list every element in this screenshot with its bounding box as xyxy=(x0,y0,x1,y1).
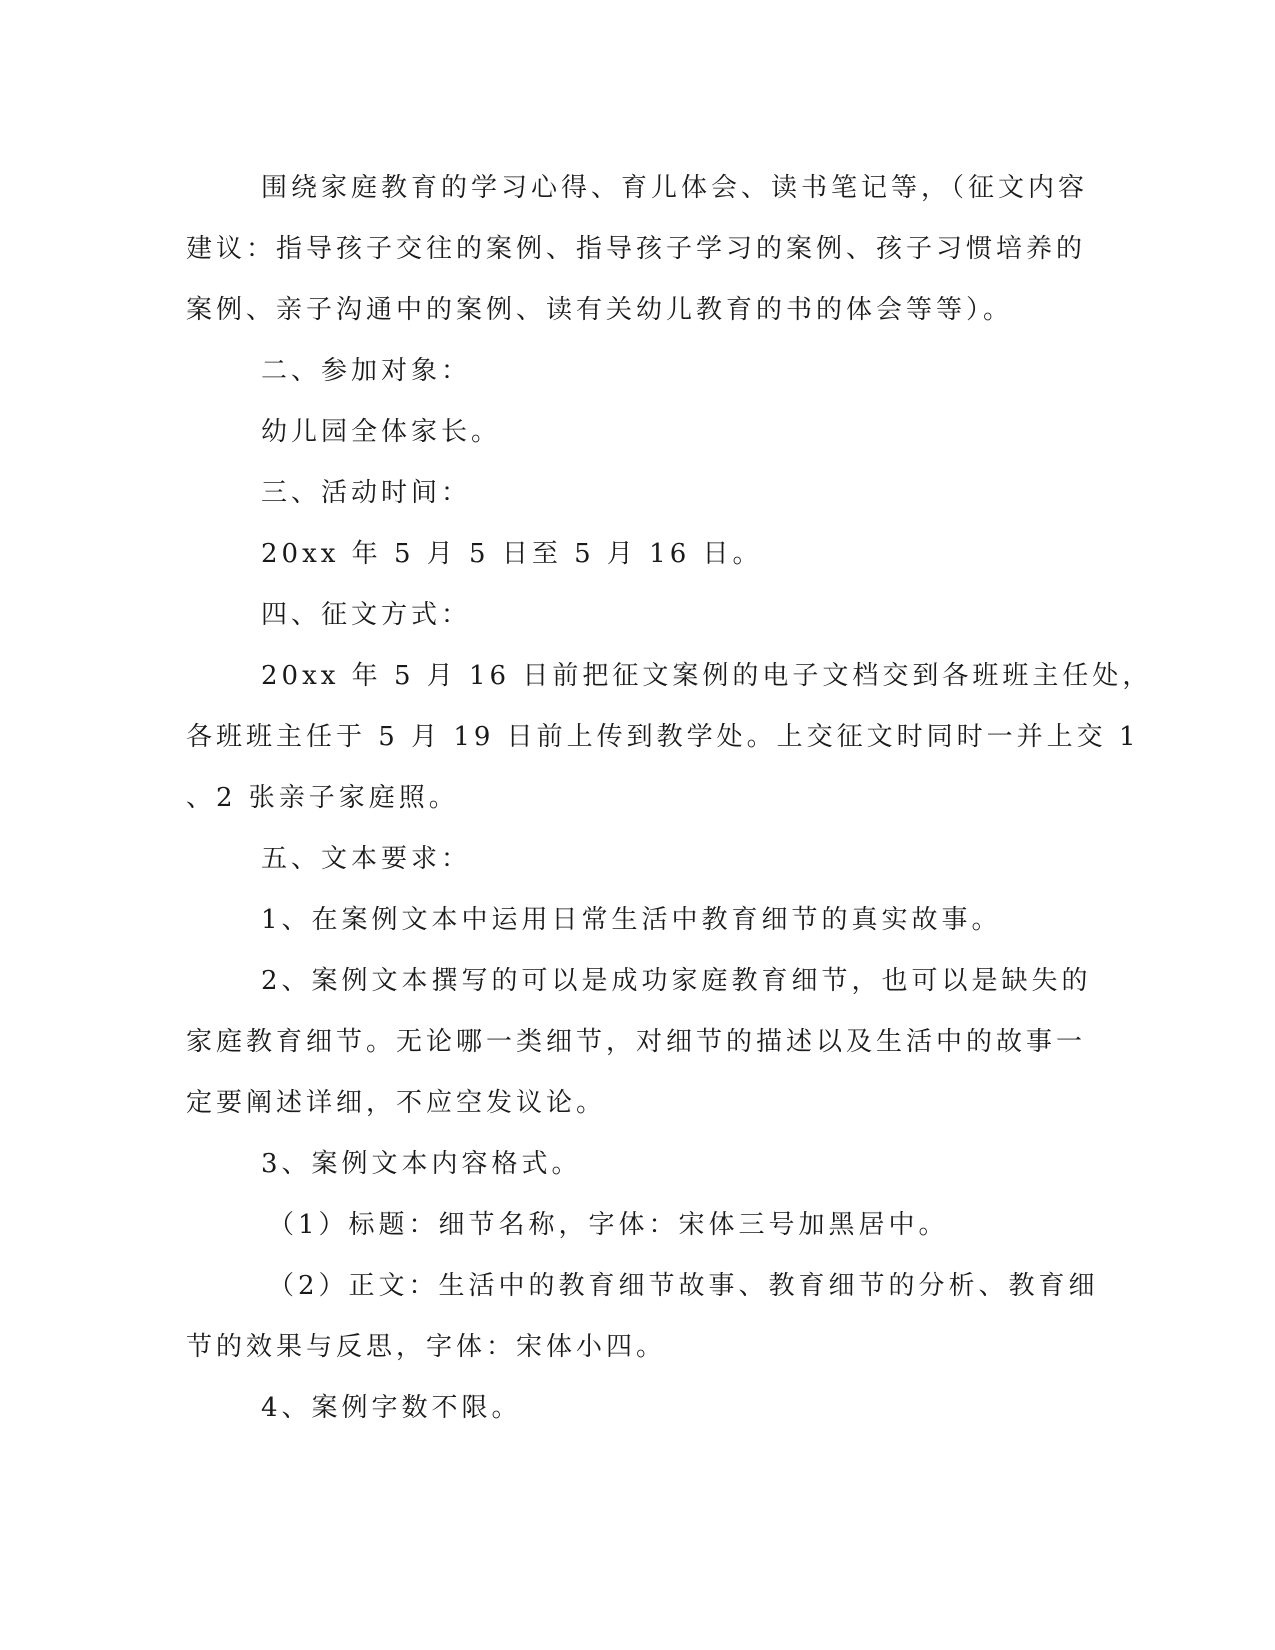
document-body xyxy=(186,158,1153,1439)
paragraph-line: 20xx 年 5 月 16 日前把征文案例的电子文档交到各班班主任处， xyxy=(261,661,1153,691)
paragraph-line: 节的效果与反思，字体：宋体小四。 xyxy=(186,1332,667,1362)
paragraph-line: 定要阐述详细，不应空发议论。 xyxy=(186,1088,607,1118)
paragraph-line: 围绕家庭教育的学习心得、育儿体会、读书笔记等，（征文内容 xyxy=(261,173,1089,203)
paragraph-line: 4、案例字数不限。 xyxy=(261,1393,522,1423)
paragraph-line: 2、案例文本撰写的可以是成功家庭教育细节，也可以是缺失的 xyxy=(261,966,1092,996)
paragraph-line: 幼儿园全体家长。 xyxy=(261,417,502,447)
paragraph-line: 建议：指导孩子交往的案例、指导孩子学习的案例、孩子习惯培养的 xyxy=(186,234,1087,264)
paragraph-line: 案例、亲子沟通中的案例、读有关幼儿教育的书的体会等等）。 xyxy=(186,295,1014,325)
paragraph-line: （2）正文：生活中的教育细节故事、教育细节的分析、教育细 xyxy=(268,1271,1099,1301)
paragraph-line: （1）标题：细节名称，字体：宋体三号加黑居中。 xyxy=(268,1210,949,1240)
section-heading: 五、文本要求： xyxy=(261,844,472,874)
section-heading: 二、参加对象： xyxy=(261,356,472,386)
paragraph-line: 、2 张亲子家庭照。 xyxy=(186,783,459,813)
paragraph-line: 20xx 年 5 月 5 日至 5 月 16 日。 xyxy=(261,539,763,569)
paragraph-line: 各班班主任于 5 月 19 日前上传到教学处。上交征文时同时一并上交 1 xyxy=(186,722,1140,752)
paragraph-line: 3、案例文本内容格式。 xyxy=(261,1149,582,1179)
section-heading: 四、征文方式： xyxy=(261,600,472,630)
section-heading: 三、活动时间： xyxy=(261,478,472,508)
paragraph-line: 1、在案例文本中运用日常生活中教育细节的真实故事。 xyxy=(261,905,1002,935)
paragraph-line: 家庭教育细节。无论哪一类细节，对细节的描述以及生活中的故事一 xyxy=(186,1027,1087,1057)
